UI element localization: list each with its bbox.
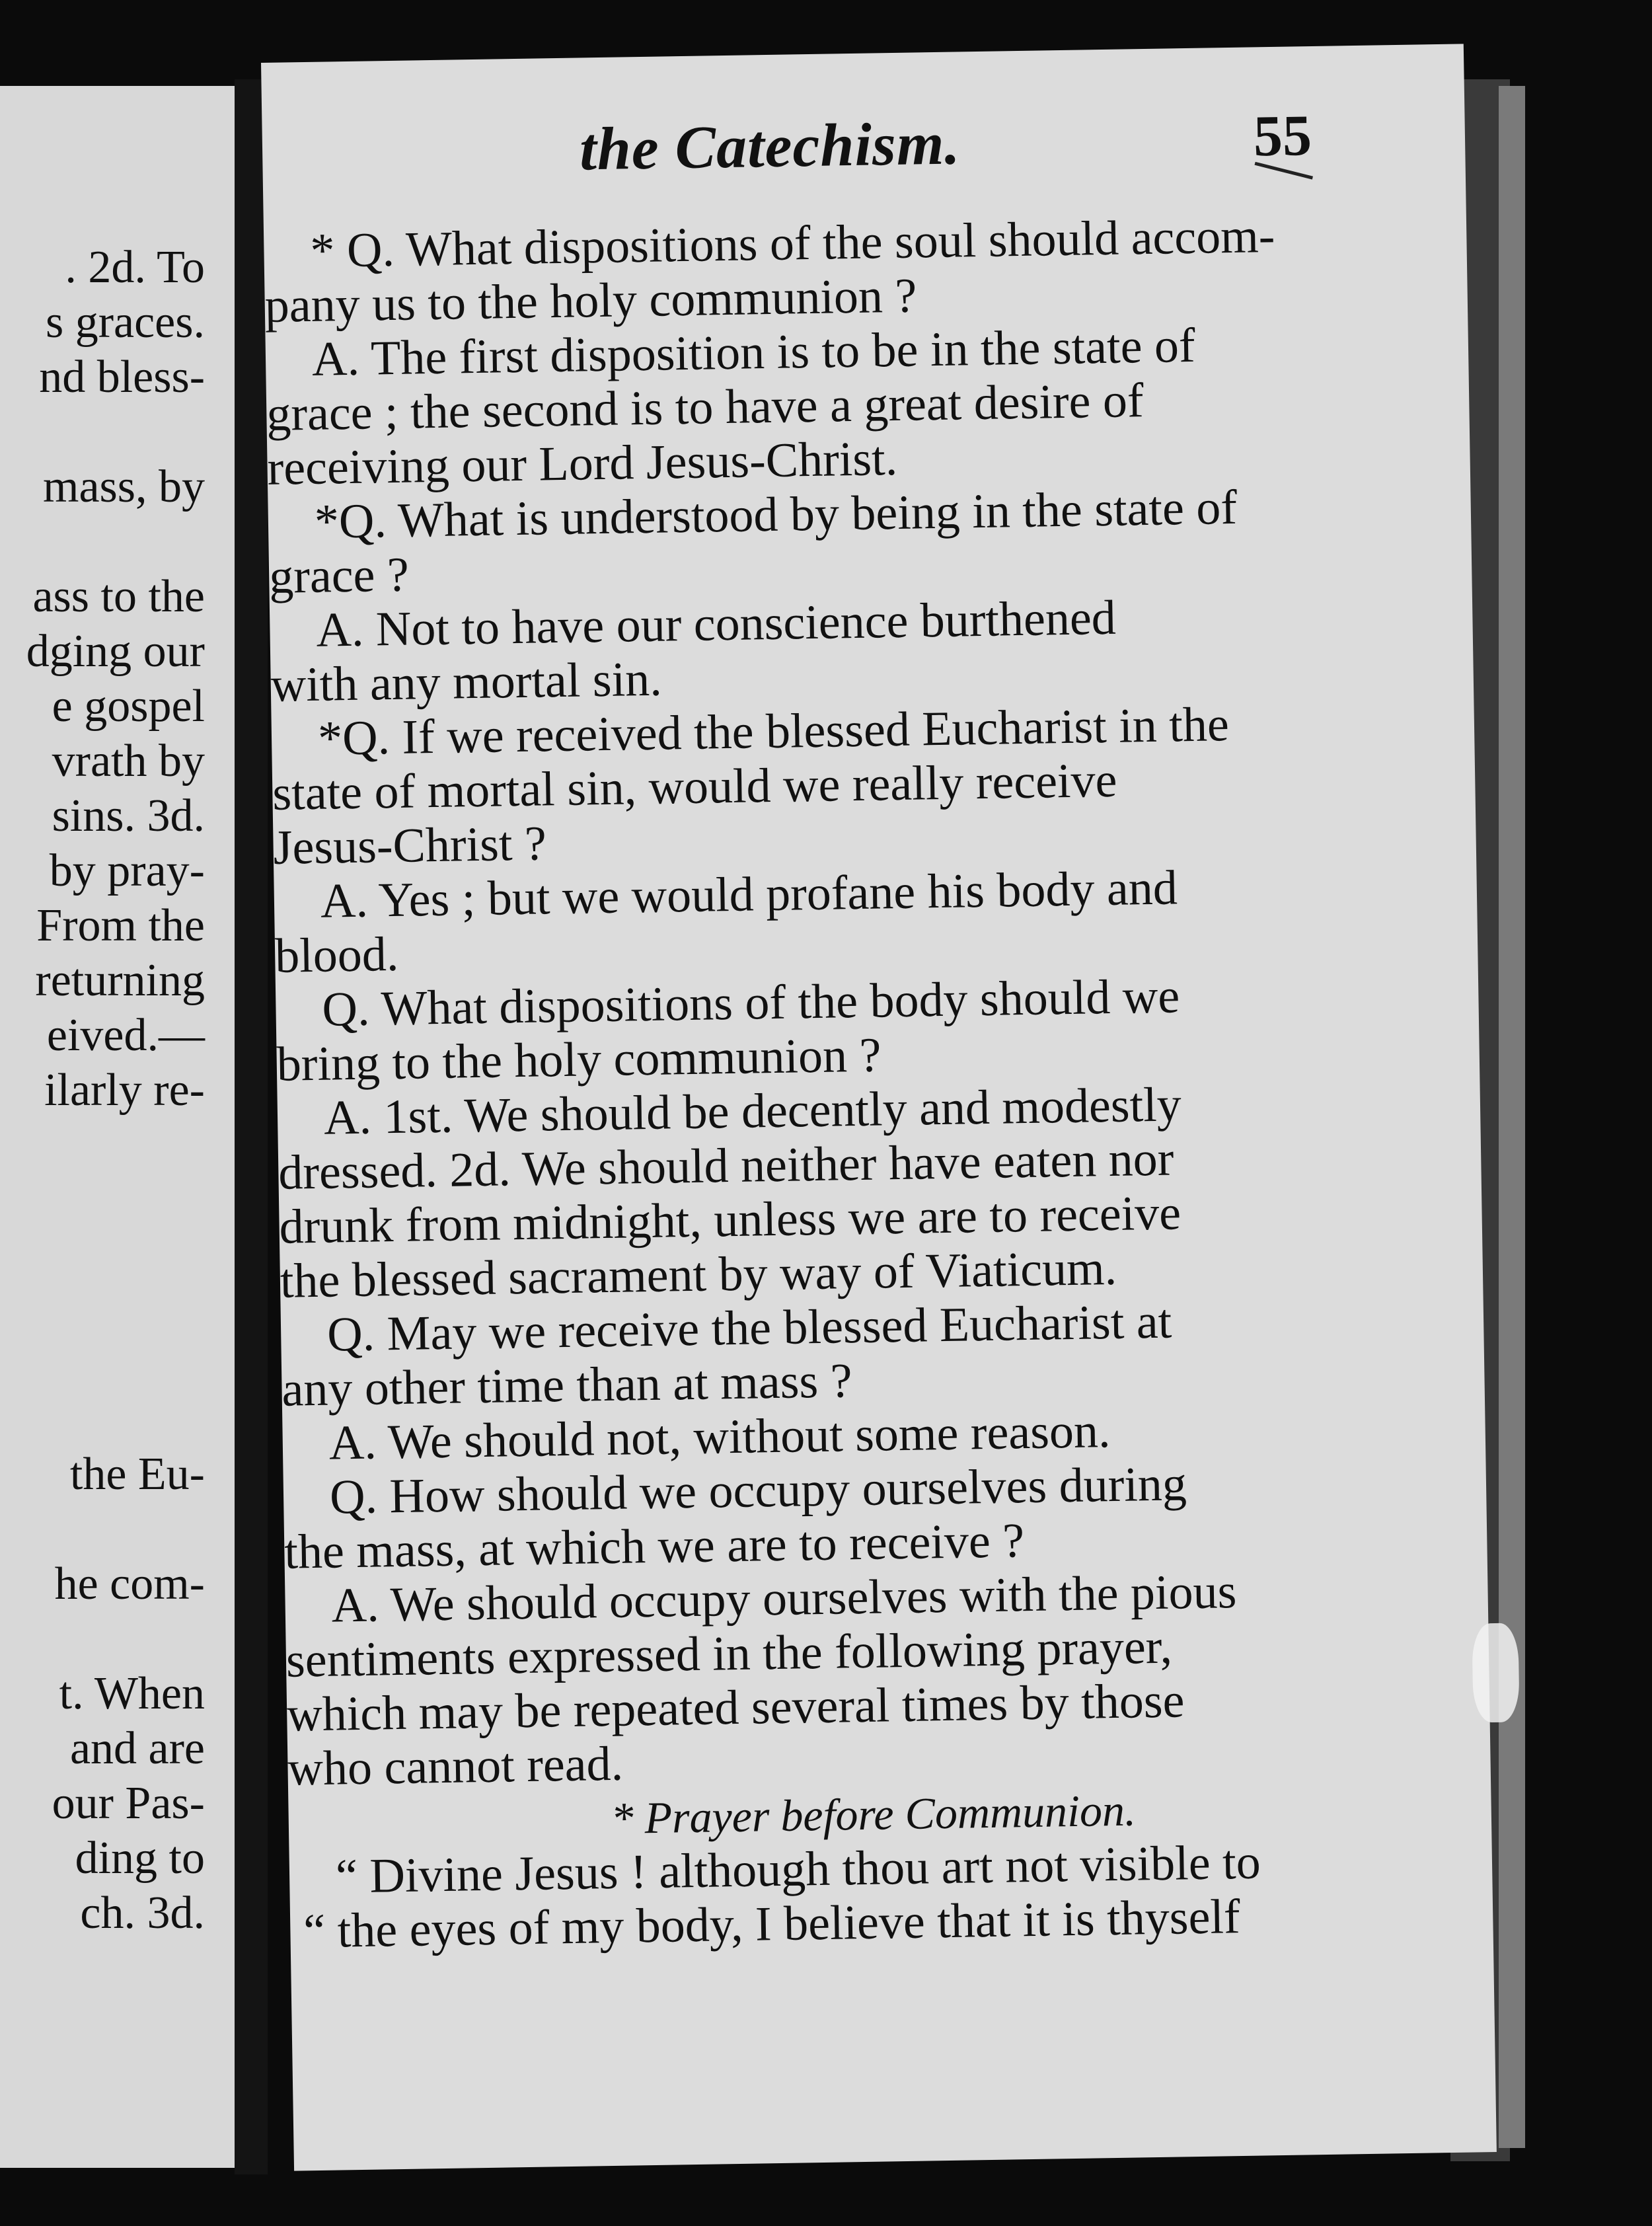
left-page-line: eived.— [46,1010,205,1061]
catechism-paragraph [271,694,1443,875]
catechism-paragraph [268,477,1439,604]
page-55 [261,44,1497,2170]
catechism-paragraph [274,857,1445,983]
ink-blot [1472,1623,1519,1722]
catechism-paragraph [281,1290,1452,1417]
catechism-paragraph [283,1453,1454,1580]
text-line: blood. [274,927,399,983]
text-line: which may be repeated several times by those [286,1673,1185,1742]
text-line: any other time than at mass ? [281,1354,853,1417]
text-line: Q. How should we occupy ourselves during [329,1457,1187,1525]
text-line: state of mortal sin, would we really receive [272,753,1117,821]
left-page-line: nd bless- [39,352,205,403]
catechism-paragraph [270,586,1441,712]
left-page-line: s graces. [45,297,205,348]
left-page-line: by pray- [49,845,205,896]
catechism-paragraph [264,206,1435,333]
text-line: Jesus-Christ ? [273,816,547,875]
text-line: *Q. If we received the blessed Eucharist in the [317,697,1230,766]
prayer-text [289,1832,1460,1959]
left-page-line: t. When [59,1668,205,1719]
left-page-line: and are [69,1723,205,1774]
left-page-line: mass, by [43,461,205,512]
page-body [264,206,1460,1958]
left-page-line: our Pas- [52,1778,205,1829]
left-page-line: dging our [26,626,205,677]
left-page-line: sins. 3d. [52,790,205,841]
text-line: receiving our Lord Jesus-Christ. [267,431,898,496]
text-line: drunk from midnight, unless we are to receive [279,1186,1182,1254]
text-line: Q. What dispositions of the body should we [321,969,1180,1037]
left-page-line: he com- [54,1558,205,1609]
text-line: * Q. What dispositions of the soul should accom- [309,208,1275,278]
text-line: dressed. 2d. We should neither have eaten nor [278,1132,1174,1200]
left-page-line: ilarly re- [44,1065,205,1116]
text-line: Q. May we receive the blessed Eucharist at [326,1294,1172,1362]
left-page-line: ch. 3d. [80,1888,205,1938]
prayer-heading: * Prayer before Communion. [610,1785,1137,1844]
page-number: 55 [1253,104,1312,169]
catechism-paragraph [285,1561,1458,1796]
left-page-line: the Eu- [69,1449,205,1500]
page-header [262,100,1466,198]
left-page-line: ding to [75,1833,205,1884]
left-page-line: vrath by [52,736,205,787]
text-line: A. 1st. We should be decently and modestly [323,1077,1182,1145]
text-line: A. We should occupy ourselves with the pious [331,1564,1237,1633]
text-line: pany us to the holy communion ? [264,268,917,333]
book-gutter [235,79,268,2174]
text-line: A. We should not, without some reason. [328,1404,1111,1471]
left-page-fragment [0,86,235,2168]
left-page-line: returning [35,955,205,1006]
catechism-paragraph [277,1073,1450,1309]
text-line: A. Not to have our conscience burthened [315,590,1117,658]
catechism-paragraph [265,315,1437,496]
text-line: sentiments expressed in the following prayer, [285,1619,1173,1688]
text-line: bring to the holy communion ? [276,1028,882,1092]
left-page-line: . 2d. To [65,242,205,293]
left-page-line: e gospel [52,681,205,732]
text-line: grace ? [268,547,410,604]
catechism-paragraph [276,965,1446,1092]
prayer-line: “ the eyes of my body, I believe that it is thyself [303,1890,1241,1959]
page-edge [1499,86,1525,2148]
text-line: the blessed sacrament by way of Viaticum. [280,1241,1117,1309]
text-line: A. Yes ; but we would profane his body and [320,861,1178,929]
text-line: with any mortal sin. [270,652,663,712]
text-line: A. The first disposition is to be in the state of [311,318,1196,387]
left-page-line: ass to the [32,571,205,622]
running-head: the Catechism. [579,109,961,183]
left-page-line: From the [36,900,205,951]
prayer-line: “ Divine Jesus ! although thou art not visible to [335,1835,1261,1904]
text-line: *Q. What is understood by being in the state of [314,480,1238,549]
text-line: the mass, at which we are to receive ? [283,1514,1025,1580]
text-line: grace ; the second is to have a great desire of [266,373,1145,441]
text-line: who cannot read. [287,1736,624,1796]
